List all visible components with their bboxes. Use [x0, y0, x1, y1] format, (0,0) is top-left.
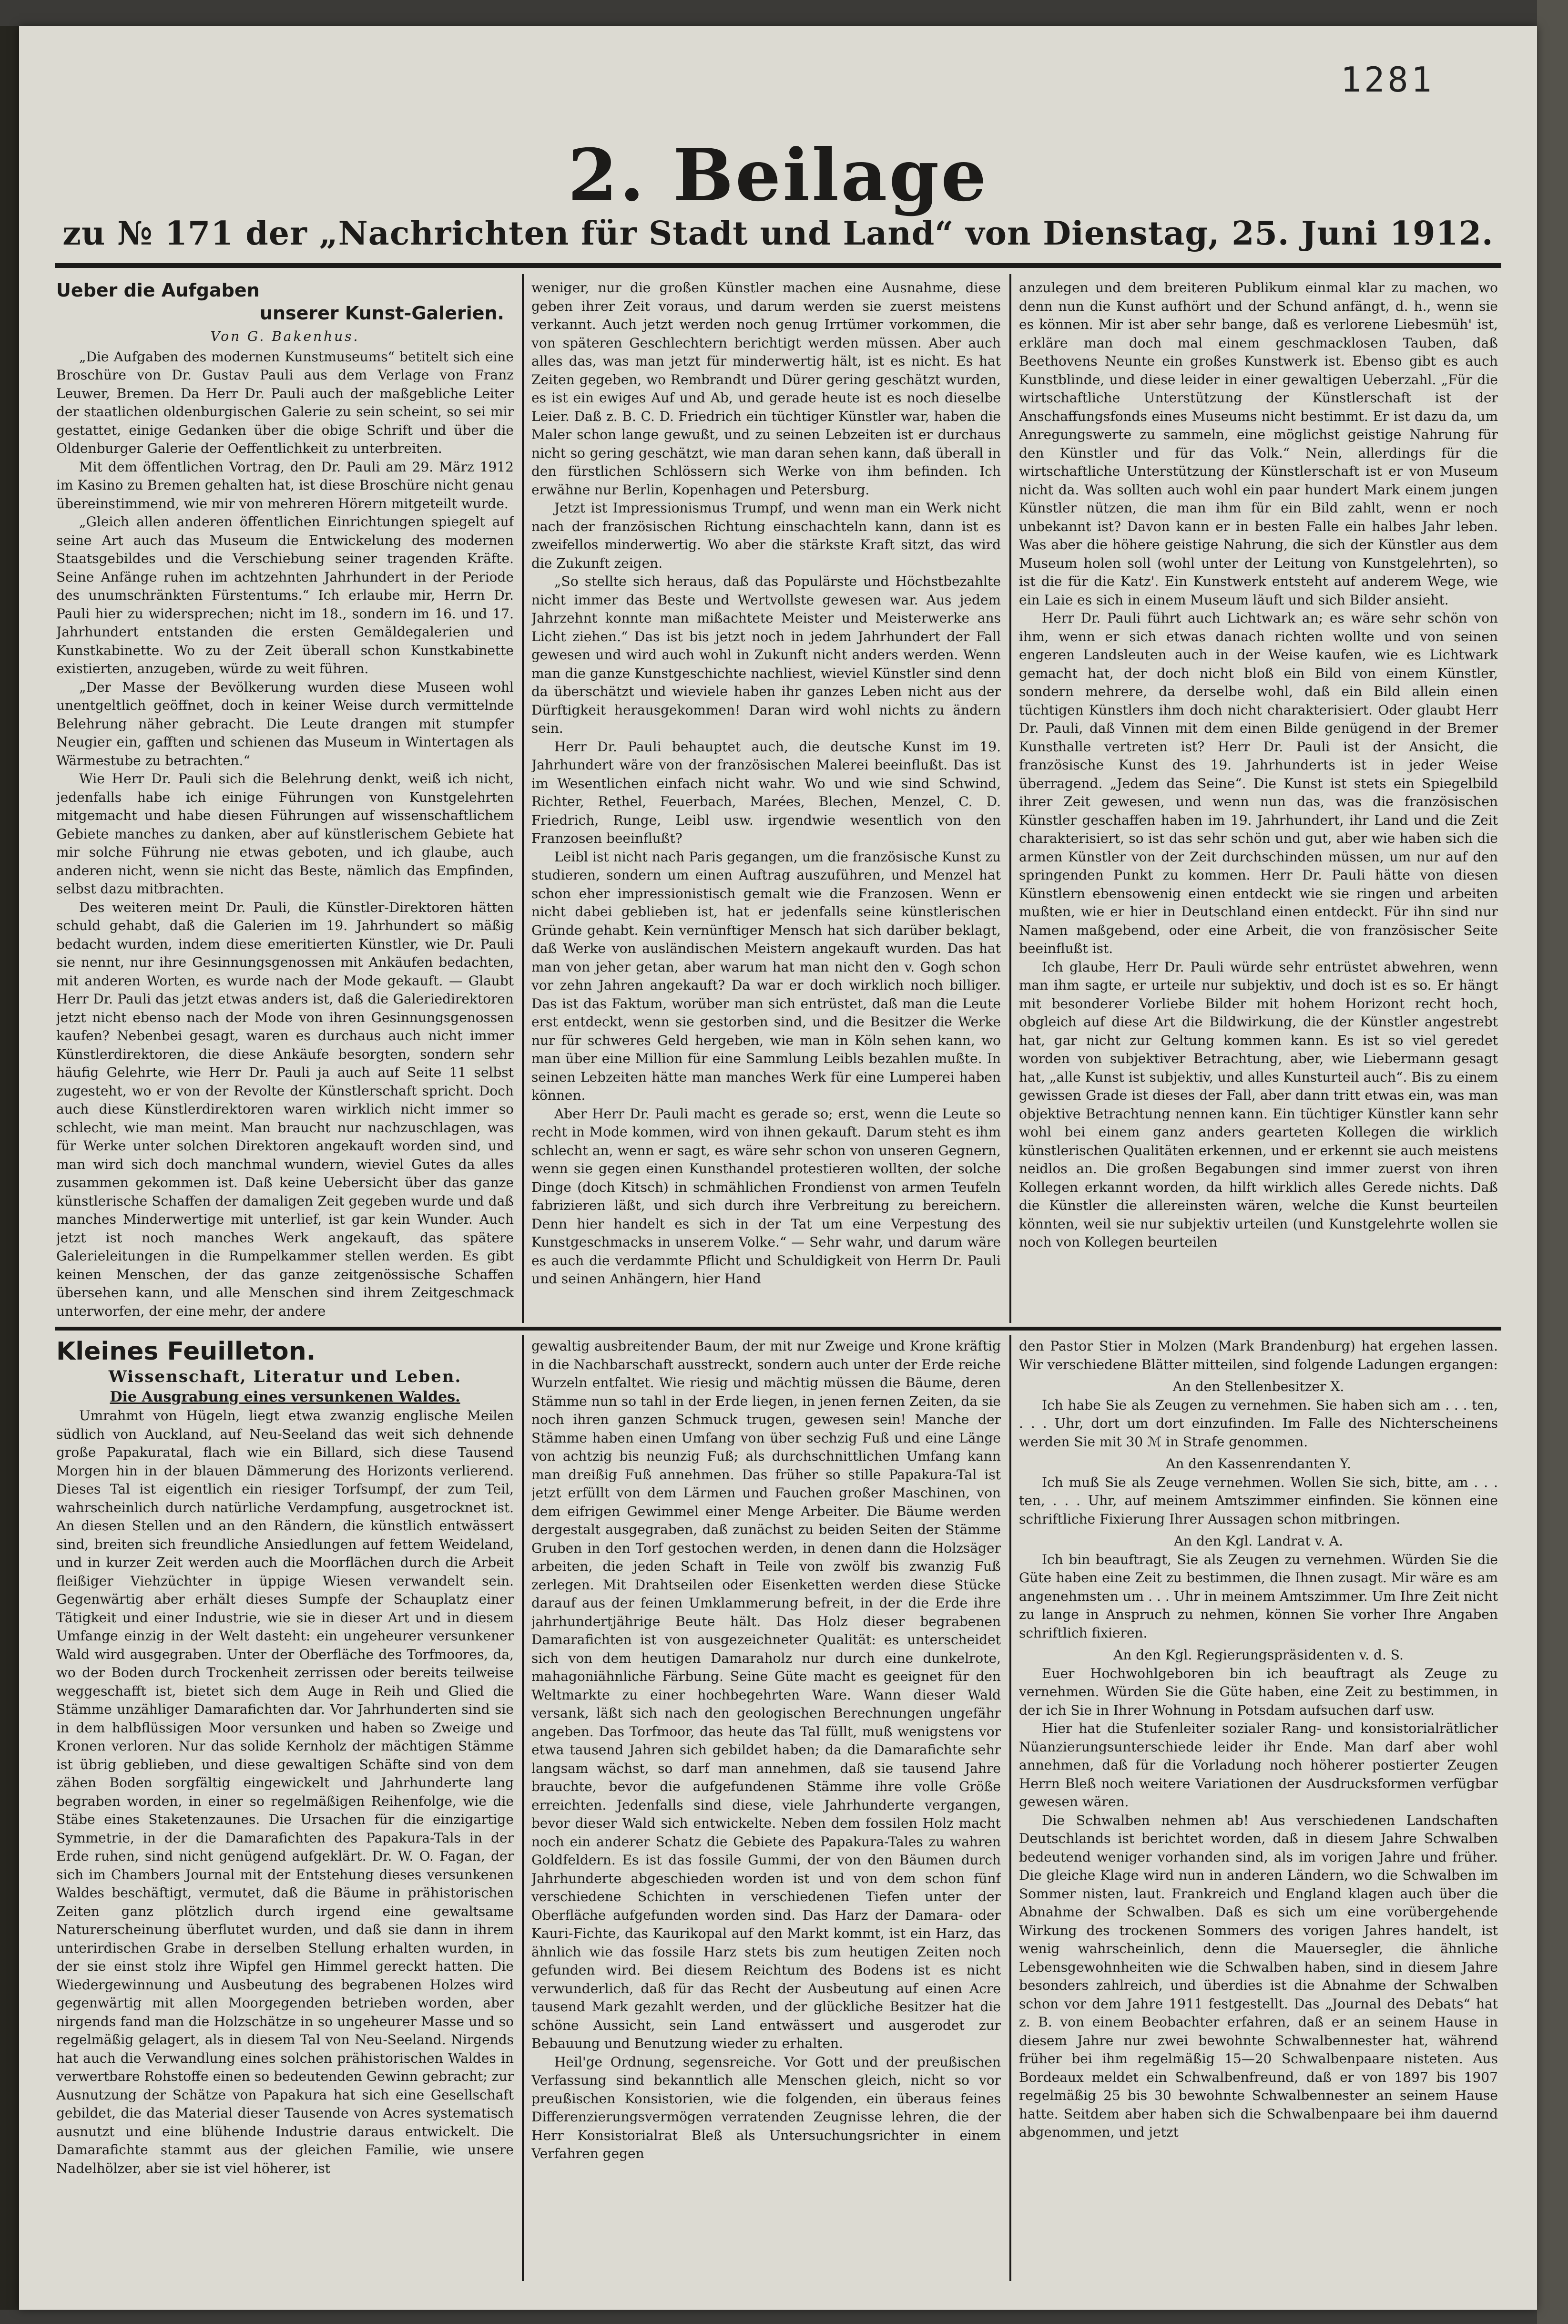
- feuilleton-column-2: [531, 1337, 1001, 2272]
- scan-left-edge: [0, 26, 19, 2310]
- column-divider: [1009, 1335, 1011, 2281]
- column-divider: [522, 1335, 524, 2281]
- feuilleton-section: Wissenschaft, Literatur und Leben.: [108, 1367, 462, 1386]
- article-headline-line2: unserer Kunst-Galerien.: [259, 303, 504, 324]
- paragraph: Hier hat die Stufenleiter sozialer Rang- und konsistorialrätlicher Nüanzierungsunterschiede leider ihr Ende. Man darf aber wohl annehmen, daß für die Vorladung noch höherer postierter Zeugen Herrn Bleß noch weitere Variationen der Ausdrucksformen verfügbar gewesen wären.: [1019, 1720, 1498, 1810]
- article-column-3: [1019, 279, 1498, 1318]
- paragraph: Herr Dr. Pauli führt auch Lichtwark an; es wäre sehr schön von ihm, wenn er sich etwas danach richten wollte und von seinen engeren Landsleuten auch in der Weise kaufen, wie es Lichtwark gemacht hat, der doch nicht bloß ein Bild von einem Künstler, sondern mehrere, da derselbe wohl, daß ein Bild allein einen tüchtigen Künstlers ihm doch nicht charakterisiert. Oder glaubt Herr Dr. Pauli, daß Vinnen mit dem einen Bilde genügend in der Bremer Kunsthalle vertreten ist? Herr Dr. Pauli ist der Ansicht, die französische Kunst des 19. Jahrhunderts ist in jeder Weise überragend. „Jedem das Seine“. Die Kunst ist stets ein Spiegelbild ihrer Zeit gewesen, und wenn nun das, was die französischen Künstler geschaffen haben im 19. Jahrhundert, ihr Land und die Zeit charakterisiert, so ist das sehr schön und gut, aber wie haben sich die armen Künstler von der Zeit durchschinden müssen, um nur auf den springenden Punkt zu kommen. Herr Dr. Pauli hätte von diesen Künstlern ebensowenig einen entdeckt wie sie ringen und arbeiten mußten, wie er hier in Deutschland einen entdeckt. Für ihn sind nur Namen maßgebend, oder eine Arbeit, die von französischer Seite beeinflußt ist.: [1019, 610, 1498, 956]
- summons-addressee: An den Stellenbesitzer X.: [1172, 1379, 1344, 1394]
- summons-text: Ich muß Sie als Zeuge vernehmen. Wollen Sie sich, bitte, am . . . ten, . . . Uhr, auf meinem Amtszimmer einfinden. Sie können eine schriftliche Fixierung Ihrer Aussagen schon mitbringen.: [1019, 1474, 1498, 1527]
- page-number: 1281: [1340, 60, 1435, 100]
- article-column-2: [531, 279, 1001, 1318]
- paragraph: Heil'ge Ordnung, segensreiche. Vor Gott und der preußischen Verfassung sind bekanntlich alle Menschen gleich, nicht so vor preußischen Konsistorien, wie die folgenden, ein überaus feines Differenzierungsvermögen verratenden Zeugnisse lehren, die der Herr Konsistorialrat Bleß als Untersuchungsrichter in einem Verfahren gegen: [531, 2054, 1001, 2161]
- summons-text: Ich bin beauftragt, Sie als Zeugen zu vernehmen. Würden Sie die Güte haben eine Zeit zu bestimmen, die Ihnen zusagt. Mir wäre es am angenehmsten um . . . Uhr in meinem Amtszimmer. Um Ihre Zeit nicht zu lange in Anspruch zu nehmen, können Sie vorher Ihre Angaben schriftlich fixieren.: [1019, 1551, 1498, 1641]
- article-headline-line1: Ueber die Aufgaben: [56, 280, 260, 301]
- paragraph: weniger, nur die großen Künstler machen eine Ausnahme, diese geben ihrer Zeit voraus, und darum werden sie zuerst meistens verkannt. Auch jetzt werden noch genug Irrtümer vorkommen, die von späteren Geschlechtern berichtigt werden müssen. Aber auch alles das, was man jetzt für minderwertig hält, ist es nicht. Es hat Zeiten gegeben, wo Rembrandt und Dürer gering geschätzt wurden, es ist ein ewiges Auf und Ab, und gerade heute ist es noch dieselbe Leier. Daß z. B. C. D. Friedrich ein tüchtiger Künstler war, haben die Maler schon lange gewußt, und zu seinen Lebzeiten ist er durchaus nicht so gering geschätzt, wie man daran sehen kann, daß überall in den fürstlichen Schlössern sich Werke von ihm befinden. Ich erwähne nur Berlin, Kopenhagen und Petersburg.: [531, 280, 1001, 498]
- article-byline: Von G. Bakenhus.: [210, 328, 360, 344]
- feuilleton-column-1: [56, 1337, 514, 2272]
- paragraph: gewaltig ausbreitender Baum, der mit nur Zweige und Krone kräftig in die Nachbarschaft ausstreckt, sondern auch unter der Erde reiche Wurzeln entfaltet. Wie riesig und mächtig müssen die Bäume, deren Stämme nun so tahl in der Erde liegen, in jenen fernen Zeiten, da sie noch ihren ganzen Schmuck trugen, gewesen sein! Manche der Stämme haben einen Umfang von über sechzig Fuß und eine Länge von achtzig bis neunzig Fuß; als durchschnittlichen Umfang kann man dreißig Fuß annehmen. Das früher so stille Papakura-Tal ist jetzt erfüllt von dem Lärmen und Fauchen großer Maschinen, von dem eifrigen Gewimmel einer Menge Arbeiter. Die Bäume werden dergestalt ausgegraben, daß zunächst zu beiden Seiten der Stämme Gruben in den Torf gestochen werden, in denen dann die Holzsäger arbeiten, die jeden Schaft in Teile von zwölf bis zwanzig Fuß zerlegen. Mit Drahtseilen oder Eisenketten werden diese Stücke darauf aus der feinen Umklammerung befreit, in der die Erde ihre jahrhundertjährige Beute hält. Das Holz dieser begrabenen Damarafichten ist von ausgezeichneter Qualität: es unterscheidet sich von dem heutigen Damaraholz nur durch eine dunkelrote, mahagoniähnliche Färbung. Seine Güte macht es geeignet für den Weltmarkte zu einer hochbegehrten Ware. Wann dieser Wald versank, läßt sich nach den geologischen Berechnungen ungefähr angeben. Das Torfmoor, das heute das Tal füllt, muß wenigstens vor etwa tausend Jahren sich gebildet haben; da die Damarafichte sehr langsam wächst, so darf man annehmen, daß sie tausend Jahre brauchte, bevor die aufgefundenen Stämme ihre volle Größe erreichten. Jedenfalls sind diese, viele Jahrhunderte vergangen, bevor dieser Wald sich entwickelte. Neben dem fossilen Holz macht noch ein anderer Schatz die Gebiete des Papakura-Tales zu wahren Goldfeldern. Es ist das fossile Gummi, der von den Bäumen durch Jahrhunderte abgeschieden worden ist und von dem schon fünf verschiedene Schichten in verschiedenen Tiefen unter der Oberfläche aufgefunden worden sind. Das Harz der Damara- oder Kauri-Fichte, das Kaurikopal auf den Markt kommt, ist ein Harz, das ähnlich wie das fossile Harz stets bis zum heutigen Zeiten noch gefunden wird. Bei diesem Reichtum des Bodens ist es nicht verwunderlich, daß für das Recht der Ausbeutung auf einen Acre tausend Mark gezahlt werden, und der glückliche Besitzer hat die schöne Aussicht, sein Land entwässert und ausgerodet zur Bebauung und Benutzung wieder zu erhalten.: [531, 1338, 1001, 2051]
- summons-text: Euer Hochwohlgeboren bin ich beauftragt als Zeuge zu vernehmen. Würden Sie die Güte haben, eine Zeit zu bestimmen, in der ich Sie in Ihrer Wohnung in Potsdam aufsuchen darf usw.: [1019, 1665, 1498, 1718]
- summons-4: [1019, 1646, 1498, 1720]
- article-column-1: [56, 279, 514, 1318]
- paragraph: den Pastor Stier in Molzen (Mark Brandenburg) hat ergehen lassen. Wir verschiedene Blätter mitteilen, sind folgende Ladungen ergangen:: [1019, 1338, 1498, 1372]
- feuilleton-item-title: Die Ausgrabung eines versunkenen Waldes.: [110, 1389, 460, 1405]
- summons-text: Ich habe Sie als Zeugen zu vernehmen. Sie haben sich am . . . ten, . . . Uhr, dort um dort einzufinden. Im Falle des Nichterscheinens werden Sie mit 30 ℳ in Strafe genommen.: [1019, 1397, 1498, 1450]
- paragraph: „So stellte sich heraus, daß das Populärste und Höchstbezahlte nicht immer das Beste und Wertvollste gewesen war. Aus jedem Jahrzehnt konnte man mißachtete Meister und Meisterwerke ans Licht ziehen.“ Das ist bis jetzt noch in jedem Jahrhundert der Fall gewesen und wird auch wohl in Zukunft nicht anders werden. Wenn man die ganze Kunstgeschichte nachliest, wieviel Künstler sind denn da überschätzt und wieviele haben ihr ganzes Leben nicht aus der Dürftigkeit herausgekommen! Daran wird wohl nichts zu ändern sein.: [531, 573, 1001, 736]
- article-headline: [56, 279, 514, 325]
- page-subtitle: zu № 171 der „Nachrichten für Stadt und Land“ von Dienstag, 25. Juni 1912.: [62, 215, 1494, 253]
- newspaper-page: [19, 26, 1537, 2310]
- summons-addressee: An den Kgl. Landrat v. A.: [1173, 1533, 1344, 1549]
- paragraph: Herr Dr. Pauli behauptet auch, die deutsche Kunst im 19. Jahrhundert wäre von der französischen Malerei beeinflußt. Das ist im Wesentlichen einfach nicht wahr. Wo und wie sind Schwind, Richter, Rethel, Feuerbach, Marées, Blechen, Menzel, C. D. Friedrich, Runge, Leibl usw. irgendwie wesentlich von den Franzosen beeinflußt?: [531, 738, 1001, 846]
- feuilleton-headline: Kleines Feuilleton.: [56, 1337, 316, 1366]
- paragraph: Die Schwalben nehmen ab! Aus verschiedenen Landschaften Deutschlands ist berichtet worden, daß in diesem Jahre Schwalben bedeutend weniger vorhanden sind, als im vorigen Jahre und früher. Die gleiche Klage wird nun in anderen Ländern, wo die Schwalben im Sommer nisten, laut. Frankreich und England klagen auch über die Abnahme der Schwalben. Daß es sich um eine vorübergehende Wirkung des trockenen Sommers des vorigen Jahres handelt, ist wenig wahrscheinlich, denn die Mauersegler, die ähnliche Lebensgewohnheiten wie die Schwalben haben, sind in diesem Jahre besonders zahlreich, und überdies ist die Abnahme der Schwalben schon vor dem Jahre 1911 festgestellt. Das „Journal des Debats“ hat z. B. von einem Beobachter erfahren, daß er an seinem Hause in diesem Jahre nur zwei bewohnte Schwalbennester hat, während früher bei ihm regelmäßig 15—20 Schwalbenpaare nisteten. Aus Bordeaux meldet ein Schwalbenfreund, daß er von 1897 bis 1907 regelmäßig 25 bis 30 bewohnte Schwalbennester an seinem Hause hatte. Seitdem aber haben sich die Schwalbenpaare bei ihm dauernd abgenommen, und jetzt: [1019, 1812, 1498, 2140]
- feuilleton-column-3: [1019, 1337, 1498, 2272]
- paragraph: Des weiteren meint Dr. Pauli, die Künstler-Direktoren hätten schuld gehabt, daß die Galerien im 19. Jahrhundert so mäßig bedacht wurden, indem diese emeritierten Künstler, wie Dr. Pauli sie nennt, nur ihre Gesinnungsgenossen mit Ankäufen bedachten, mit anderen Worten, es wurde nach der Mode gekauft. — Glaubt Herr Dr. Pauli das jetzt etwas anders ist, daß die Galeriedirektoren jetzt nicht ebenso nach der Mode von ihren Gesinnungsgenossen kaufen? Nebenbei gesagt, waren es durchaus auch nicht immer Künstlerdirektoren, die diese Ankäufe besorgten, sondern sehr häufig Gelehrte, wie Herr Dr. Pauli ja auch auf Seite 11 selbst zugesteht, wo er von der Revolte der Künstlerschaft spricht. Doch auch diese Künstlerdirektoren waren wirklich nicht immer so schlecht, wie man meint. Man braucht nur nachzuschlagen, was für Werke unter solchen Direktoren angekauft worden sind, und man wird sich doch manchmal wundern, wieviel Gutes da alles zusammen gekommen ist. Daß keine Uebersicht über das ganze künstlerische Schaffen der damaligen Zeit gegeben wurde und daß manches Minderwertige mit unterlief, ist gar kein Wunder. Auch jetzt ist noch manches Werk angekauft, das spätere Galerieleitungen in die Rumpelkammer stellen werden. Es gibt keinen Menschen, der das ganze zeitgenössische Schaffen übersehen kann, und alle Menschen sind ihrem Zeitgeschmack unterworfen, der eine mehr, der andere: [56, 899, 514, 1318]
- page-title: 2. Beilage: [568, 133, 988, 217]
- column-divider: [522, 274, 524, 1323]
- paragraph: Umrahmt von Hügeln, liegt etwa zwanzig englische Meilen südlich von Auckland, auf Neu-Seeland das weit sich dehnende große Papakuratal, flach wie ein Billard, sich diese Tausend Morgen hin in der blauen Dämmerung des Horizonts verlierend. Dieses Tal ist eigentlich ein riesiger Torfsumpf, der zum Teil, wahrscheinlich durch natürliche Verdampfung, ausgetrocknet ist. An diesen Stellen und an den Rändern, die künstlich entwässert sind, breiten sich freundliche Ansiedlungen auf fettem Weideland, und in kurzer Zeit werden auch die Moorflächen durch die Arbeit fleißiger Viehzüchter in üppige Wiesen verwandelt sein. Gegenwärtig aber erhält dieses Sumpfe der Schauplatz einer Tätigkeit und einer Industrie, wie sie in dieser Art und in diesem Umfange einzig in der Welt dasteht: ein ungeheurer versunkener Wald wird ausgegraben. Unter der Oberfläche des Torfmoores, da, wo der Boden durch Trockenheit zerrissen oder bereits teilweise weggeschafft ist, bietet sich dem Auge in Reih und Glied die Stämme unzähliger Damarafichten dar. Vor Jahrhunderten sind sie in dem halbflüssigen Moor versunken und haben so Zweige und Kronen verloren. Nur das solide Kernholz der mächtigen Stämme ist übrig geblieben, und diese gewaltigen Schäfte sind von dem zähen Boden sorgfältig eingewickelt und Jahrhunderte lang begraben worden, in einer so regelmäßigen Reihenfolge, wie die Stäbe eines Staketenzaunes. Die Ursachen für die einzigartige Symmetrie, in der die Damarafichten des Papakura-Tals in der Erde ruhen, sind nicht genügend aufgeklärt. Dr. W. O. Fagan, der sich im Chambers Journal mit der Entstehung dieses versunkenen Waldes beschäftigt, vermutet, daß die Bäume in prähistorischen Zeiten ganz plötzlich durch irgend eine gewaltsame Naturerscheinung überflutet wurden, und daß sie dann in ihrem unterirdischen Grabe in derselben Stellung erhalten wurden, in der sie einst stolz ihre Wipfel gen Himmel gereckt hatten. Die Wiedergewinnung und Ausbeutung des begrabenen Holzes wird gegenwärtig mit allen Moorgegenden betrieben worden, aber nirgends fand man die Holzschätze in so ungeheurer Masse und so regelmäßig gelagert, als in diesem Tal von Neu-Seeland. Nirgends hat auch die Verwandlung eines solchen prähistorischen Waldes in verwertbare Rohstoffe einen so bedeutenden Gewinn gebracht; zur Ausnutzung der Schätze von Papakura hat sich eine Gesellschaft gebildet, die das Material dieser Tausende von Acres systematisch ausnutzt und eine blühende Industrie daraus entwickelt. Die Damarafichte stammt aus der gleichen Familie, wie unsere Nadelhölzer, aber sie ist viel höherer, ist: [56, 1408, 514, 2176]
- paragraph: Jetzt ist Impressionismus Trumpf, und wenn man ein Werk nicht nach der französischen Richtung einschachteln kann, dann ist es zweifellos minderwertig. Wo aber die stärkste Kraft sitzt, das wird die Zukunft zeigen.: [531, 500, 1001, 571]
- paragraph: Mit dem öffentlichen Vortrag, den Dr. Pauli am 29. März 1912 im Kasino zu Bremen gehalten hat, ist diese Broschüre nicht genau übereinstimmend, wie mir von mehreren Hörern mitgeteilt wurde.: [56, 459, 514, 512]
- paragraph: „Der Masse der Bevölkerung wurden diese Museen wohl unentgeltlich geöffnet, doch in keiner Weise durch vermittelnde Belehrung näher gebracht. Die Leute drangen mit stumpfer Neugier ein, gafften und schienen das Museum in Wintertagen als Wärmestube zu betrachten.“: [56, 679, 514, 768]
- paragraph: „Die Aufgaben des modernen Kunstmuseums“ betitelt sich eine Broschüre von Dr. Gustav Pauli aus dem Verlage von Franz Leuwer, Bremen. Da Herr Dr. Pauli auch der maßgebliche Leiter der staatlichen oldenburgischen Galerie zu sein scheint, so sei mir gestattet, einige Gedanken über die obige Schrift und über die Oldenburger Galerie der Oeffentlichkeit zu unterbreiten.: [56, 348, 514, 456]
- header-rule: [55, 263, 1501, 268]
- summons-addressee: An den Kgl. Regierungspräsidenten v. d. S.: [1113, 1647, 1404, 1663]
- summons-2: [1019, 1455, 1498, 1528]
- scan-right-edge: [1537, 0, 1568, 2324]
- paragraph: „Gleich allen anderen öffentlichen Einrichtungen spiegelt auf seine Art auch das Museum die Entwickelung des modernen Staatsgebildes und die Verschiebung seiner tragenden Kräfte. Seine Anfänge ruhen im achtzehnten Jahrhundert in der Periode des unumschränkten Fürstentums.“ Ich erlaube mir, Herrn Dr. Pauli hier zu widersprechen; nicht im 18., sondern im 16. und 17. Jahrhundert entstanden die ersten Gemäldegalerien und Kunstkabinette. Wo zu der Zeit überall schon Kunstkabinette existierten, anzugeben, würde zu weit führen.: [56, 514, 514, 676]
- column-divider: [1009, 274, 1011, 1323]
- section-rule: [55, 1327, 1501, 1331]
- paragraph: Ich glaube, Herr Dr. Pauli würde sehr entrüstet abwehren, wenn man ihm sagte, er urteile nur subjektiv, und doch ist es so. Er hängt mit besonderer Vorliebe Bilder mit hohem Horizont recht hoch, obgleich auf diese Art die Bildwirkung, die der Künstler angestrebt hat, gar nicht zur Geltung kommen kann. Es ist so viel geredet worden von subjektiver Betrachtung, aber, wie Liebermann gesagt hat, „alle Kunst ist subjektiv, und alles Kunsturteil auch“. Bis zu einem gewissen Grade ist dieses der Fall, aber dann tritt etwas ein, was man objektive Betrachtung nennen kann. Ein tüchtiger Künstler kann sehr wohl bei einem ganz anders gearteten Kollegen die wirklich künstlerischen Qualitäten erkennen, und er erkennt sie auch meistens neidlos an. Die großen Begabungen sind immer zuerst von ihren Kollegen erkannt worden, da hilft wirklich alles Gerede nichts. Daß die Künstler die allereinsten wären, welche die Kunst beurteilen könnten, weil sie nur subjektiv urteilen (und Kunstgelehrte wollen sie noch von Kollegen beurteilen: [1019, 959, 1498, 1250]
- summons-1: [1019, 1378, 1498, 1451]
- paragraph: Leibl ist nicht nach Paris gegangen, um die französische Kunst zu studieren, sondern um einen Auftrag auszuführen, und Menzel hat schon eher impressionistisch gemalt wie die Franzosen. Wenn er nicht dabei geblieben ist, hat er jedenfalls seine künstlerischen Gründe gehabt. Kein vernünftiger Mensch hat sich darüber beklagt, daß Werke von ausländischen Meistern angekauft wurden. Das hat man von jeher getan, aber warum hat man nicht den v. Gogh schon vor zehn Jahren angekauft? Da war er doch wirklich noch billiger. Das ist das Faktum, worüber man sich entrüstet, daß man die Leute erst entdeckt, wenn sie gestorben sind, und die Besitzer die Werke nur für schweres Geld hergeben, wie man in Köln sehen kann, wo man über eine Million für eine Sammlung Leibls bezahlen mußte. In seinen Lebzeiten hätte man manches Werk für eine Lumperei haben können.: [531, 849, 1001, 1103]
- paragraph: anzulegen und dem breiteren Publikum einmal klar zu machen, wo denn nun die Kunst aufhört und der Schund anfängt, d. h., wenn sie es können. Mir ist aber sehr bange, daß es verlorene Liebesmüh' ist, erkläre man doch mal einem geschmacklosen Tauben, daß Beethovens Neunte ein großes Kunstwerk ist. Ebenso gibt es auch Kunstblinde, und diese leider in einer gewaltigen Ueberzahl. „Für die wirtschaftliche Unterstützung der Künstlerschaft ist der Anschaffungsfonds eines Museums nicht bestimmt. Er ist dazu da, um Anregungswerte zu sammeln, eine möglichst geistige Nahrung für den Künstler und für das Volk.“ Nein, allerdings für die wirtschaftliche Unterstützung der Künstlerschaft ist er von Museum nicht da. Was sollten auch wohl ein paar hundert Mark einem jungen Künstler nützen, die man ihm für ein Bild zahlt, wenn er noch unbekannt ist? Davon kann er in besten Falle ein halbes Jahr leben. Was aber die höhere geistige Nahrung, die sich der Künstler aus dem Museum holen soll (wohl unter der Leitung von Kunstgelehrten), so ist die für die Katz'. Ein Kunstwerk entsteht auf anderem Wege, wie ein Laie es sich in einem Museum läuft und sich Bilder ansieht.: [1019, 280, 1498, 608]
- summons-addressee: An den Kassenrendanten Y.: [1166, 1456, 1351, 1472]
- paragraph: Wie Herr Dr. Pauli sich die Belehrung denkt, weiß ich nicht, jedenfalls habe ich einige Führungen von Kunstgelehrten mitgemacht und habe diesen Führungen auf wissenschaftlichem Gebiete manches zu danken, aber auf künstlerischem Gebiete hat mir solche Führung nie etwas geboten, und ich glaube, auch anderen nicht, wenn sie nicht das Beste, nämlich das Empfinden, selbst dazu mitbrachten.: [56, 771, 514, 897]
- summons-3: [1019, 1532, 1498, 1642]
- paragraph: Aber Herr Dr. Pauli macht es gerade so; erst, wenn die Leute so recht in Mode kommen, wird von ihnen gekauft. Darum steht es ihm schlecht an, wenn er sagt, es wäre sehr schon von unseren Gegnern, wenn sie gegen einen Kunsthandel protestieren wollten, der solche Dinge (doch Kitsch) in schmählichen Frondienst von armen Teufeln fabrizieren läßt, und sich durch ihre Verbreitung zu bereichern. Denn hier handelt es sich in der Tat um eine Verpestung des Kunstgeschmacks in unserem Volke.“ — Sehr wahr, und darum wäre es auch die verdammte Pflicht und Schuldigkeit von Herrn Dr. Pauli und seinen Anhängern, hier Hand: [531, 1106, 1001, 1287]
